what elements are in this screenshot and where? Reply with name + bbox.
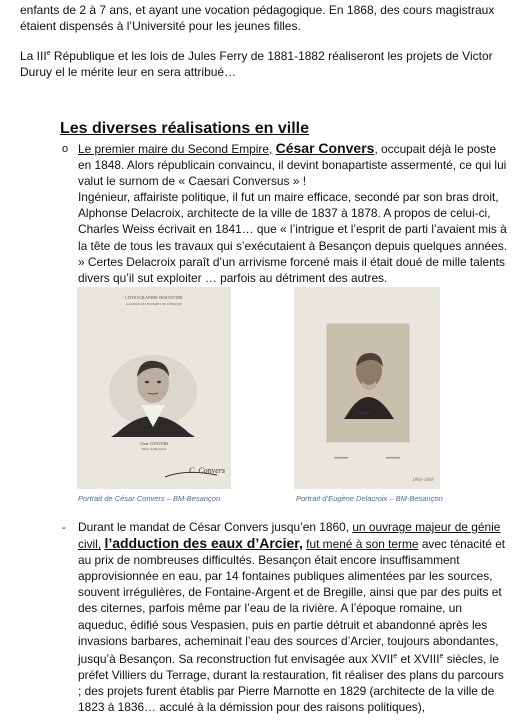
bullet2-paragraph xyxy=(78,519,508,715)
intro-line-1: enfants de 2 à 7 ans, et ayant une vocation pédagogique. En 1868, des cours magistraux xyxy=(20,3,495,17)
bullet2-text-1: avec ténacité et au prix de nombreuses difficultés. Besançon était encore insuffisamment approvisionnée en eau, par 14 fontaines publiques alimentées par les sources, souvent irrégulières, de Fontaine-Argent et de Bregille, ainsi que par des puits et des citernes, parfois même par l’eau de la rivière. A l’époque romaine, un aqueduc, édifié sous Vespasien, puis en partie détruit et abandonné après les invasions barbares, acheminait l’eau des sources d’Arcier, toujours abondantes, jusqu’à Besançon. Sa reconstruction fut envisagée aux XVII xyxy=(78,537,506,666)
section-title: Les diverses réalisations en ville xyxy=(60,120,310,137)
republic-line-2: Duruy el le mérite leur en sera attribué… xyxy=(20,65,237,79)
print-subheader: GALERIE DES HOMMES DE L'ÉPOQUE xyxy=(125,302,183,306)
print-signature: C. Convers xyxy=(189,466,225,475)
print-header: LITHOGRAPHIE BISONTINE xyxy=(125,295,183,300)
bullet1-text: , occupait déjà le poste en 1848. Alors républicain convaincu, il devint bonapartiste assermenté, ce qui lui valut le surnom de « Caesari Conversus » ! xyxy=(78,142,507,189)
republic-superscript: e xyxy=(46,50,51,57)
bullet2-text-2: siècles, le préfet Villiers du Terrage, durant la restauration, fit réaliser des plans du parcours ; des projets furent établis par Pierre Marnotte en 1829 (architecte de la ville de 1823 à 1836… acculé à la démission pour des raisons politiques), xyxy=(78,651,504,714)
portrait-eugene-delacroix xyxy=(294,287,440,489)
print-subtitle: Maire de Besançon xyxy=(141,447,167,451)
caption-portrait-1: Portrait de César Convers – BM-Besançon xyxy=(78,494,221,503)
bullet1-underlined-intro: Le premier maire du Second Empire, xyxy=(78,142,273,156)
adduction-title: l’adduction des eaux d’Arcier, xyxy=(104,535,303,552)
intro-line-2: étaient dispensés à l’Université pour les jeunes filles. xyxy=(20,19,301,33)
bullet2-text-mid: et XVIII xyxy=(397,651,440,666)
bullet2-underlined-1: un ouvrage majeur de génie civil, xyxy=(78,520,501,552)
superscript-1: e xyxy=(393,652,398,660)
intro-paragraph xyxy=(20,2,506,34)
bullet-marker-circle: o xyxy=(62,143,69,155)
bullet1-paragraph-2: Ingénieur, affairiste politique, il fut un maire efficace, secondé par son bras droit, Alphonse Delacroix, architecte de la ville de 1837 à 1878. A propos de celui-ci, Charles Weiss écrivait en 1841… que « l’intrigue et l’esprit de parti l’avaient mis à la tête de tous les travaux qui s’exécutaient à Besançon depuis quelques années. » Certes Delacroix paraît d’un arrivisme forcené mais il était doué de mille talents divers qu’il sut exploiter … parfois au détriment des autres. xyxy=(78,190,508,285)
superscript-2: e xyxy=(439,652,444,660)
caption-portrait-2: Portrait d’Eugène Delacroix – BM-Besançon xyxy=(296,494,443,503)
photo-note: 1866-1868 xyxy=(412,478,434,483)
bullet2-intro: Durant le mandat de César Convers jusqu’en 1860, xyxy=(78,520,353,534)
bullet1-paragraph xyxy=(78,140,508,286)
cesar-convers-name: César Convers xyxy=(275,140,375,156)
republic-text-end: République et les lois de Jules Ferry de 1881-1882 réaliseront les projets de Victor xyxy=(50,49,493,63)
print-name: César CONVERS xyxy=(139,441,169,446)
republic-paragraph xyxy=(20,46,506,80)
republic-text-start: La III xyxy=(20,49,47,63)
bullet-marker-dash: - xyxy=(62,522,66,534)
lithograph-image xyxy=(77,287,231,489)
bullet2-underlined-2: fut mené à son terme xyxy=(306,537,419,552)
portrait-cesar-convers xyxy=(77,287,231,489)
photograph-image xyxy=(294,287,440,489)
